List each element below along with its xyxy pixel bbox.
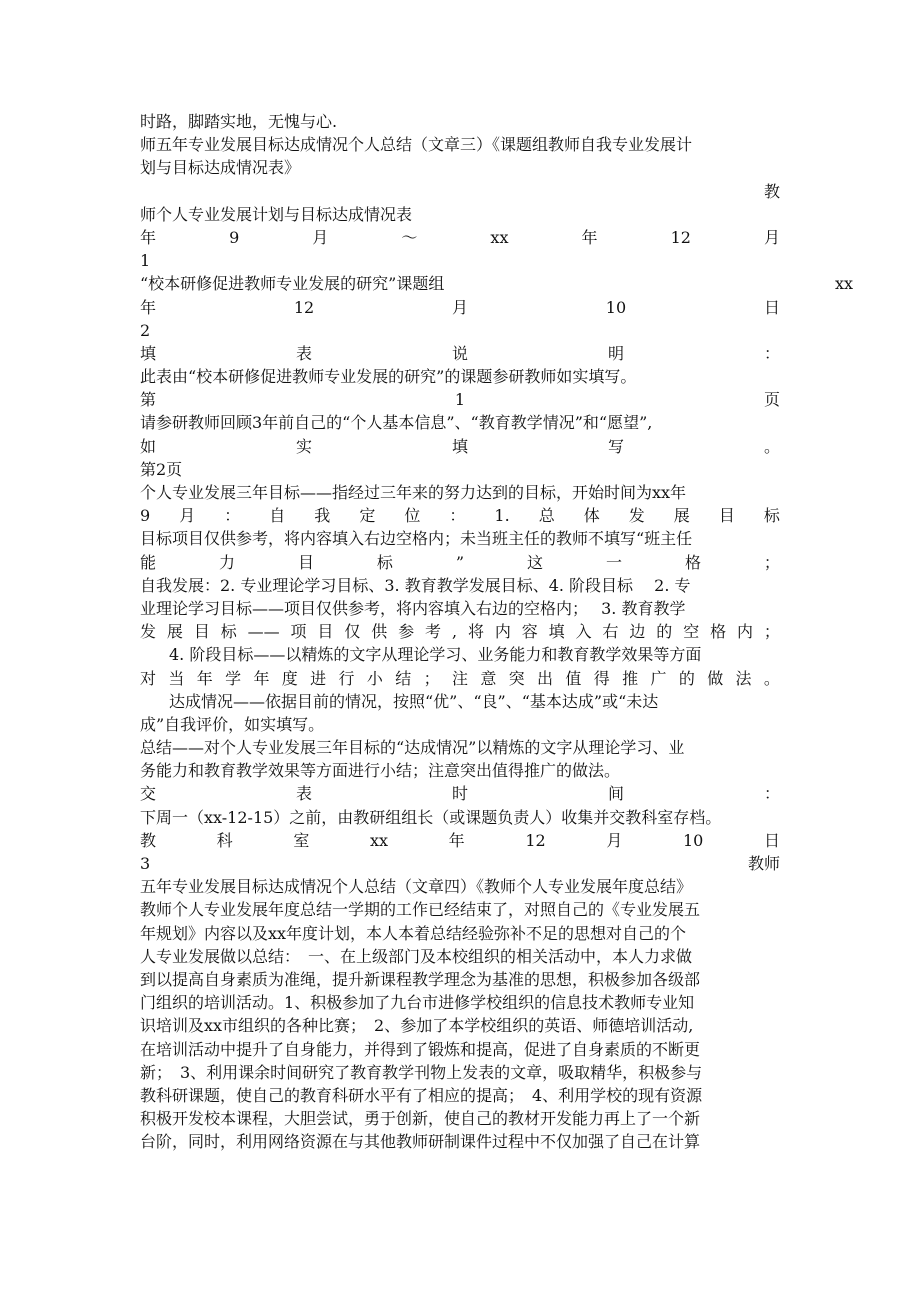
line-token: ； [763, 622, 780, 642]
line-token: 月 [763, 227, 780, 247]
line-token: 交 [140, 784, 157, 804]
line-token: 展 [166, 622, 183, 642]
line-token: 自 [269, 506, 286, 526]
line-token: 展 [673, 506, 690, 526]
line-token: 12 [525, 830, 546, 850]
line-token: ” [455, 552, 465, 572]
line-token: 1. [494, 506, 510, 526]
line-token: ： [763, 343, 780, 363]
line-token: 科 [216, 830, 233, 850]
line-token: 供 [371, 622, 388, 642]
line-token: 10 [605, 297, 627, 317]
text-line: 时路，脚踏实地，无愧与心. [140, 112, 338, 131]
text-line [140, 667, 780, 690]
line-token: 填 [548, 622, 565, 642]
line-token: 右 [602, 622, 619, 642]
line-token: 目 [297, 552, 314, 572]
line-token: ： [449, 506, 466, 526]
text-line: 请参研教师回顾3年前自己的“个人基本信息”、“教育教学情况”和“愿望”, [140, 413, 653, 433]
line-token: 页 [763, 390, 780, 410]
line-token: 。 [763, 436, 780, 456]
text-line: 五年专业发展目标达成情况个人总结（文章四）《教师个人专业发展年度总结》 [140, 877, 693, 897]
text-line [140, 272, 853, 295]
line-token: 参 [398, 622, 415, 642]
text-line: 第2页 [140, 459, 183, 479]
line-token: 标 [220, 622, 237, 642]
text-line [140, 226, 780, 249]
line-token: 间 [607, 784, 624, 804]
line-token: 目 [718, 506, 735, 526]
line-token: 得 [593, 668, 610, 688]
line-token: 10 [682, 830, 704, 850]
line-token: ： [763, 784, 780, 804]
text-line: 人专业发展做以总结： 一、在上级部门及本校组织的相关活动中，本人力求做 [140, 946, 693, 966]
text-line: 总结——对个人专业发展三年目标的“达成情况”以精炼的文字从理论学习、业 [140, 738, 685, 758]
line-token: 。 [763, 668, 780, 688]
line-token: 我 [314, 506, 331, 526]
line-token: 内 [737, 622, 754, 642]
line-token: 容 [521, 622, 538, 642]
line-token: 月 [606, 830, 623, 850]
line-token: 表 [295, 784, 312, 804]
line-token: xx [834, 274, 853, 294]
line-token: 填 [451, 436, 468, 456]
line-token: 目 [193, 622, 210, 642]
text-line [140, 296, 780, 319]
text-line [140, 782, 780, 805]
text-line [140, 504, 780, 527]
line-token: 日 [763, 297, 780, 317]
line-token: ： [224, 506, 241, 526]
line-token: 明 [607, 343, 624, 363]
line-token: 时 [451, 784, 468, 804]
line-token: 第 [140, 390, 157, 410]
text-line: 1 [140, 251, 151, 271]
text-line: 4. 阶段目标——以精炼的文字从理论学习、业务能力和教育教学效果等方面 [169, 645, 702, 665]
line-token: , [451, 622, 458, 642]
text-line [140, 829, 780, 852]
text-line: 识培训及xx市组织的各种比赛； 2、参加了本学校组织的英语、师德培训活动, [140, 1016, 694, 1036]
line-token: 力 [218, 552, 235, 572]
text-line: 成”自我评价，如实填写。 [140, 714, 325, 734]
text-line [140, 852, 780, 875]
text-line [140, 620, 780, 643]
line-token: 考 [425, 622, 442, 642]
line-token: 年 [253, 668, 270, 688]
line-token: 一 [605, 552, 622, 572]
line-token: 仅 [344, 622, 361, 642]
text-line: 教科研课题，使自己的教育科研水平有了相应的提高； 4、利用学校的现有资源 [140, 1085, 703, 1105]
line-token: 空 [683, 622, 700, 642]
line-token: 填 [140, 343, 157, 363]
line-token: 月 [451, 297, 468, 317]
line-token: 教师 [747, 854, 780, 873]
text-line: 年规划》内容以及xx年度计划，本人本着总结经验弥补不足的思想对自己的个 [140, 923, 687, 943]
line-token: 的 [678, 668, 695, 688]
text-line: 到以提高自身素质为准绳，提升新课程教学理念为基准的思想，积极参加各级部 [140, 969, 701, 989]
line-token: 这 [527, 552, 544, 572]
line-token: 12 [670, 227, 691, 247]
line-token: 月 [312, 227, 329, 247]
text-line: 师五年专业发展目标达成情况个人总结（文章三）《课题组教师自我专业发展计 [140, 135, 693, 155]
line-token: 年 [581, 227, 598, 247]
line-token: 突 [508, 668, 525, 688]
text-line: 务能力和教育教学效果等方面进行小结；注意突出值得推广的做法。 [140, 761, 621, 781]
line-token: 年 [448, 830, 465, 850]
line-token: 小 [366, 668, 383, 688]
line-token: ～ [401, 227, 418, 247]
line-token: 3 [140, 854, 151, 873]
text-line [140, 388, 780, 411]
text-line: 台阶，同时，利用网络资源在与其他教师研制课件过程中不仅加强了自己在计算 [140, 1132, 701, 1152]
line-token: ； [423, 668, 440, 688]
text-line: 达成情况——依据目前的情况，按照“优”、“良”、“基本达成”或“未达 [169, 691, 659, 711]
text-line: 新； 3、利用课余时间研究了教育教学刊物上发表的文章，吸取精华，积极参与 [140, 1062, 703, 1082]
line-token: 将 [467, 622, 484, 642]
text-line [140, 342, 780, 365]
line-token: 边 [629, 622, 646, 642]
text-line [140, 551, 780, 574]
line-token: 的 [656, 622, 673, 642]
text-line: 此表由“校本研修促进教师专业发展的研究”的课题参研教师如实填写。 [140, 367, 637, 387]
line-token: 发 [628, 506, 645, 526]
text-line: 目标项目仅供参考，将内容填入右边空格内；未当班主任的教师不填写“班主任 [140, 529, 693, 549]
line-token: 出 [537, 668, 554, 688]
line-token: 位 [404, 506, 421, 526]
line-token: 进 [310, 668, 327, 688]
text-line: 积极开发校本课程，大胆尝试，勇于创新，使自己的教材开发能力再上了一个新 [140, 1109, 701, 1129]
text-line: 划与目标达成情况表》 [140, 158, 301, 178]
line-token: 标 [376, 552, 393, 572]
line-token: ； [763, 552, 780, 572]
line-token: 总 [538, 506, 555, 526]
line-token: 月 [179, 506, 196, 526]
text-line: 在培训活动中提升了自身能力，并得到了锻炼和提高，促进了自身素质的不断更 [140, 1039, 701, 1059]
text-line: 下周一（xx-12-15）之前，由教研组组长（或课题负责人）收集并交教科室存档。 [140, 807, 722, 827]
line-token: 教 [140, 830, 157, 850]
line-token: 如 [140, 436, 157, 456]
line-token: 推 [622, 668, 639, 688]
text-line: 门组织的培训活动。1、积极参加了九台市进修学校组织的信息技术教师专业知 [140, 993, 695, 1013]
line-token: 学 [225, 668, 242, 688]
text-line: 业理论学习目标——项目仅供参考，将内容填入右边的空格内； 3. 教育教学 [140, 598, 686, 618]
line-token: 结 [395, 668, 412, 688]
line-token: 说 [451, 343, 468, 363]
line-token: 定 [359, 506, 376, 526]
line-token: 年 [140, 227, 157, 247]
line-token: 注 [451, 668, 468, 688]
document-body [140, 110, 853, 1153]
text-line: 自我发展：2. 专业理论学习目标、3. 教育教学发展目标、4. 阶段目标 2. 专 [140, 575, 691, 595]
text-line [140, 180, 780, 203]
line-token: 度 [281, 668, 298, 688]
line-token: —— [247, 622, 280, 642]
line-token: 内 [494, 622, 511, 642]
line-token: 行 [338, 668, 355, 688]
line-token: xx [490, 227, 509, 247]
line-token: 写 [607, 436, 624, 456]
line-token: 法 [735, 668, 752, 688]
text-line: 2 [140, 320, 151, 340]
line-token: 实 [295, 436, 312, 456]
line-token: 目 [317, 622, 334, 642]
text-line: 教师个人专业发展年度总结一学期的工作已经结束了，对照自己的《专业发展五 [140, 900, 701, 920]
line-token: 入 [575, 622, 592, 642]
line-token: 广 [650, 668, 667, 688]
line-token: 12 [293, 297, 315, 317]
line-token: 格 [684, 552, 701, 572]
line-token: 表 [295, 343, 312, 363]
line-token: 教 [763, 181, 780, 201]
line-token: 格 [710, 622, 727, 642]
line-token: 9 [140, 506, 151, 526]
line-token: 发 [140, 622, 157, 642]
line-token: 年 [196, 668, 213, 688]
line-token: 年 [140, 297, 157, 317]
text-line [140, 435, 780, 458]
line-token: 项 [290, 622, 307, 642]
line-token: 体 [583, 506, 600, 526]
line-token: 值 [565, 668, 582, 688]
line-token: 对 [140, 668, 157, 688]
line-token: xx [369, 830, 389, 850]
line-token: 标 [763, 506, 780, 526]
text-line: 个人专业发展三年目标——指经过三年来的努力达到的目标，开始时间为xx年 [140, 483, 687, 502]
line-token: 9 [229, 227, 240, 247]
line-token: 日 [763, 830, 780, 850]
text-line: 师个人专业发展计划与目标达成情况表 [140, 204, 413, 224]
line-token: 能 [140, 552, 157, 572]
line-token: 意 [480, 668, 497, 688]
line-token: 做 [707, 668, 724, 688]
line-token: 室 [293, 830, 310, 850]
line-token: 当 [168, 668, 185, 688]
line-token: “校本研修促进教师专业发展的研究”课题组 [140, 274, 445, 294]
line-token: 1 [454, 390, 466, 410]
